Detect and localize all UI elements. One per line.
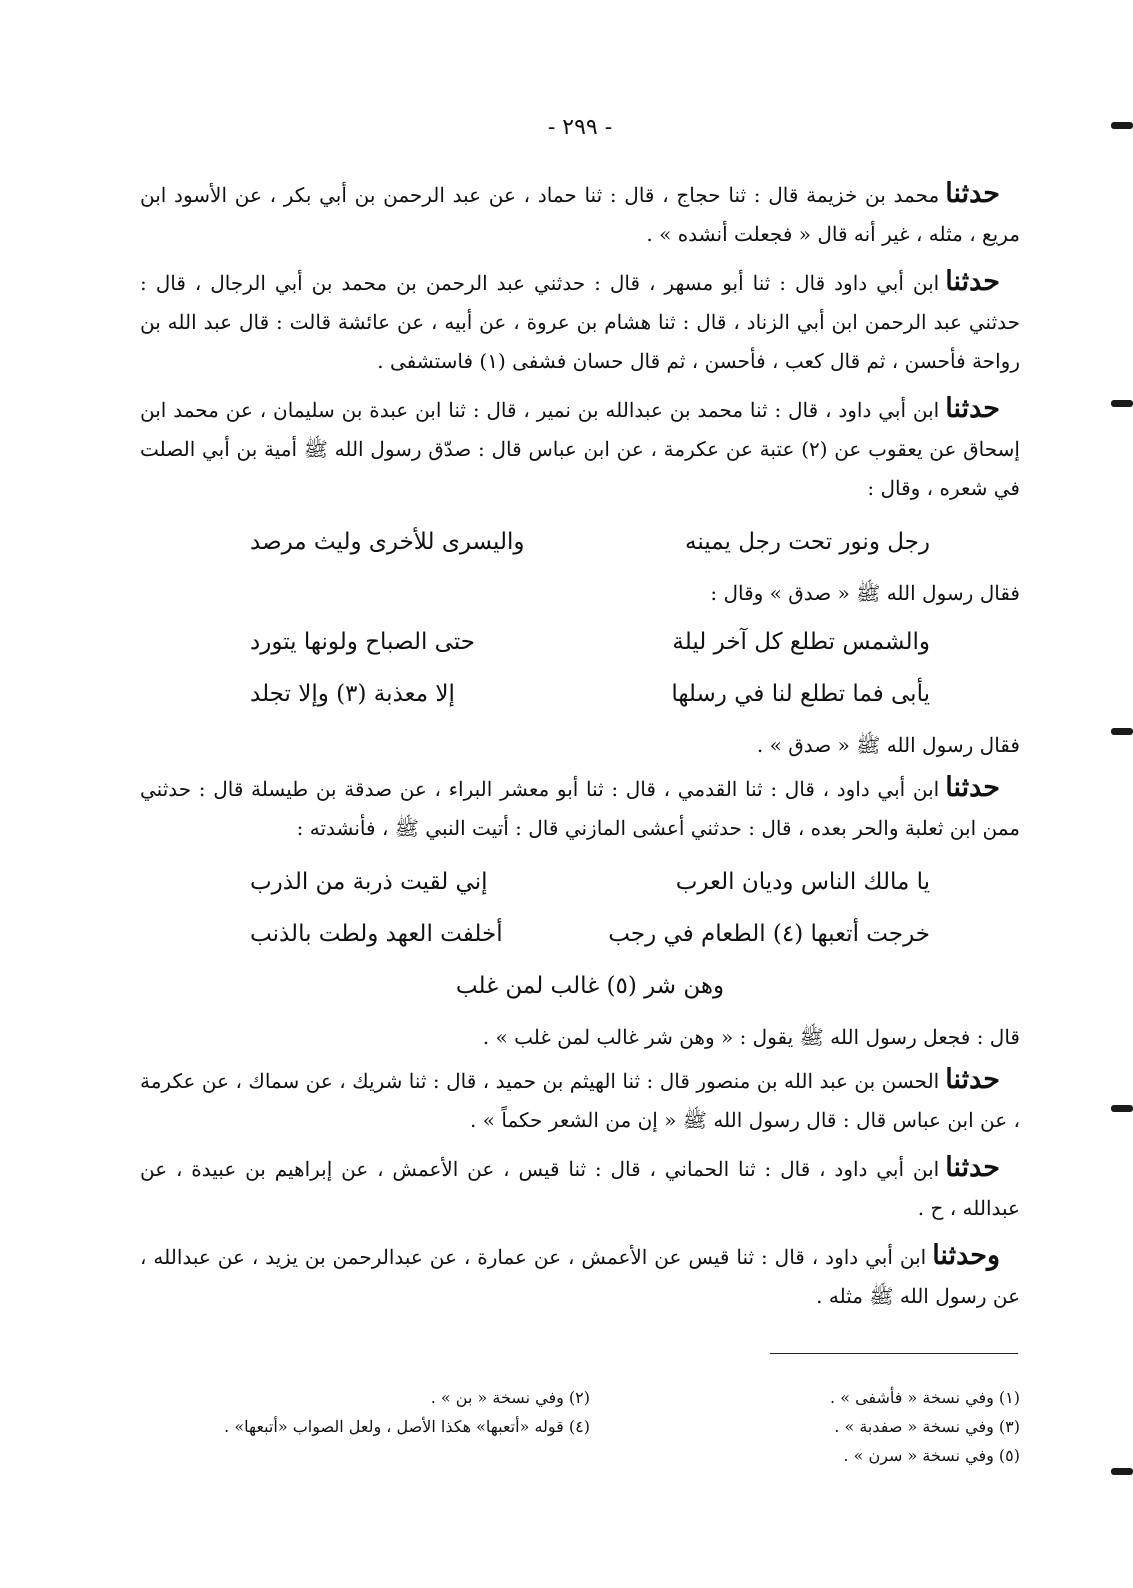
poem-verse [250, 616, 930, 668]
page-number: - ٢٩٩ - [547, 115, 613, 140]
prophet-response: قال : فجعل رسول الله ﷺ يقول : « وهن شر غالب لمن غلب » . [482, 1025, 1020, 1049]
footnotes [140, 1383, 1020, 1470]
prophet-response: فقال رسول الله ﷺ « صدق » . [756, 733, 1020, 757]
verse-first-hemistich: خرجت أتعبها (٤) الطعام في رجب [608, 921, 930, 947]
paragraph-lead: وحدثنا [932, 1240, 1000, 1271]
poem-verse [250, 668, 930, 720]
prophet-response: فقال رسول الله ﷺ « صدق » وقال : [710, 581, 1020, 605]
footnote-5: (٥) وفي نسخة « سرن » . [843, 1446, 1020, 1465]
verse-second-hemistich: حتى الصباح ولونها يتورد [250, 629, 475, 655]
footnote-1: (١) وفي نسخة « فأشفى » . [830, 1388, 1020, 1407]
verse-first-hemistich: رجل ونور تحت رجل يمينه [685, 529, 930, 555]
verse-first-hemistich: يا مالك الناس وديان العرب [675, 869, 930, 895]
footnote-row [140, 1383, 1020, 1412]
paragraph-lead: حدثنا [945, 178, 1000, 209]
footnote-3: (٣) وفي نسخة « صفدبة » . [834, 1417, 1020, 1436]
paragraph-lead: حدثنا [945, 393, 1000, 424]
paragraph-text: ابن أبي داود ، قال : ثنا القدمي ، قال : ثنا أبو معشر البراء ، عن صدقة بن طيسلة قال : حدثني ممن ابن ثعلبة والحر بعده ، قال : حدثني أعشى المازني قال : أتيت النبي ﷺ ، فأنشدته : [140, 777, 1020, 840]
poem-block-b [140, 616, 1020, 720]
margin-mark [1111, 1105, 1133, 1112]
verse-second-hemistich: واليسرى للأخرى وليث مرصد [250, 529, 525, 555]
verse-second-hemistich: أخلفت العهد ولطت بالذنب [250, 921, 503, 947]
verse-first-hemistich: يأبى فما تطلع لنا في رسلها [671, 681, 930, 707]
footnote-4: (٤) قوله «أتعبها» هكذا الأصل ، ولعل الصواب «أتبعها» . [224, 1417, 590, 1436]
poem-verse-single [250, 960, 930, 1012]
paragraph-5 [140, 1060, 1020, 1140]
paragraph-text: ابن أبي داود ، قال : ثنا محمد بن عبدالله بن نمير ، قال : ثنا ابن عبدة بن سليمان ، عن محمد ابن إسحاق عن يعقوب عن (٢) عتبة عن عكرمة ، عن ابن عباس قال : صدّق رسول الله ﷺ أمية بن أبي الصلت في شعره ، وقال : [140, 398, 1020, 500]
poem-verse [250, 856, 930, 908]
paragraph-lead: حدثنا [945, 1064, 1000, 1095]
paragraph-3 [140, 389, 1020, 508]
paragraph-text: ابن أبي داود ، قال : ثنا قيس عن الأعمش ، عن عمارة ، عن عبدالرحمن بن يزيد ، عن عبدالله ، عن رسول الله ﷺ مثله . [140, 1245, 1020, 1308]
verse-first-hemistich: والشمس تطلع كل آخر ليلة [672, 629, 930, 655]
paragraph-6 [140, 1148, 1020, 1228]
paragraph-4 [140, 768, 1020, 848]
paragraph-text: محمد بن خزيمة قال : ثنا حجاج ، قال : ثنا حماد ، عن عبد الرحمن بن أبي بكر ، عن الأسود ابن مريع ، مثله ، غير أنه قال « فجعلت أنشده » . [140, 183, 1020, 246]
margin-mark [1111, 728, 1133, 735]
paragraph-2 [140, 262, 1020, 381]
poem-verse [250, 516, 930, 568]
footnote-2: (٢) وفي نسخة « بن » . [430, 1388, 590, 1407]
margin-mark [1111, 1468, 1133, 1475]
paragraph-1 [140, 174, 1020, 254]
verse-single-line: وهن شر (٥) غالب لمن غلب [455, 973, 725, 999]
poem-block-a [140, 516, 1020, 568]
margin-mark [1111, 400, 1133, 407]
footnote-row [140, 1441, 1020, 1470]
paragraph-text: ابن أبي داود ، قال : ثنا الحماني ، قال : ثنا قيس ، عن الأعمش ، عن إبراهيم بن عبيدة ، عن عبدالله ، ح . [140, 1157, 1020, 1220]
poem-block-c [140, 856, 1020, 1012]
footnote-row [140, 1412, 1020, 1441]
margin-mark [1111, 122, 1133, 129]
paragraph-7 [140, 1236, 1020, 1316]
page-body [140, 115, 1020, 1324]
verse-second-hemistich: إلا معذبة (٣) وإلا تجلد [250, 681, 455, 707]
verse-second-hemistich: إني لقيت ذربة من الذرب [250, 869, 488, 895]
poem-verse [250, 908, 930, 960]
paragraph-lead: حدثنا [945, 1152, 1000, 1183]
footnote-divider [770, 1353, 1018, 1354]
paragraph-lead: حدثنا [945, 772, 1000, 803]
paragraph-lead: حدثنا [945, 266, 1000, 297]
paragraph-text: ابن أبي داود قال : ثنا أبو مسهر ، قال : حدثني عبد الرحمن بن محمد بن أبي الرجال ، قال : حدثني عبد الرحمن ابن أبي الزناد ، قال : ثنا هشام بن عروة ، عن أبيه ، عن عائشة قالت : قال عبد الله بن رواحة فأحسن ، ثم قال كعب ، فأحسن ، ثم قال حسان فشفى (١) فاستشفى . [140, 271, 1020, 373]
paragraph-text: الحسن بن عبد الله بن منصور قال : ثنا الهيثم بن حميد ، قال : ثنا شريك ، عن سماك ، عن عكرمة ، عن ابن عباس قال : قال رسول الله ﷺ « إن من الشعر حكماً » . [140, 1069, 1020, 1132]
